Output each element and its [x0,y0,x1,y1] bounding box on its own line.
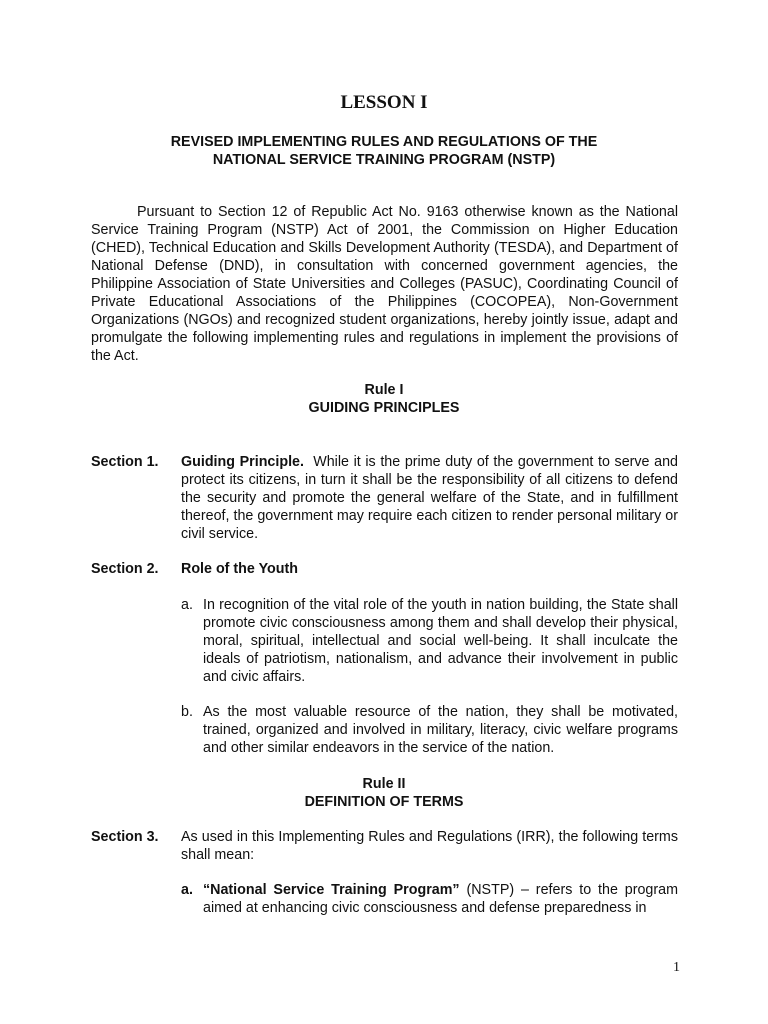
title-line-2: NATIONAL SERVICE TRAINING PROGRAM (NSTP) [212,152,556,168]
section-2-title: Role of the Youth [181,561,299,577]
item-a-text: In recognition of the vital role of the youth in nation building, the State shall promote civic consciousness among them and shall develop their physical, moral, spiritual, intellectual and social well-being. It shall inculcate the ideals of patriotism, nationalism, and advance their involvement in public and civic affairs. [203,597,678,685]
intro-text: Pursuant to Section 12 of Republic Act No. 9163 otherwise known as the National Service Training Program (NSTP) Act of 2001, the Commission on Higher Education (CHED), Technical Education and Skills Development Authority (TESDA), and Department of National Defense (DND), in consultation with concerned government agencies, the Philippine Association of State Universities and Colleges (PASUC), Coordinating Council of Private Educational Associations of the Philippines (COCOPEA), Non-Government Organizations (NGOs) and recognized student organizations, hereby jointly issue, adapt and promulgate the following implementing rules and regulations in implement the provisions of the Act. [91,204,678,364]
document-title [0,133,768,169]
intro-paragraph [91,203,678,365]
rule-2-number: Rule II [362,776,406,792]
nstp-term: “National Service Training Program” [203,882,460,898]
section-2-title-row [181,560,678,578]
item-b-marker: b. [181,704,193,720]
item-b-text: As the most valuable resource of the nation, they shall be motivated, trained, organized and involved in military, literacy, civic welfare programs and other similar endeavors in the service of the nation. [203,704,678,756]
section-3-item-a-marker: a. [181,882,193,898]
nstp-definition: (NSTP) – refers to the program aimed at enhancing civic consciousness and defense preparedness in [203,882,679,916]
item-a-marker: a. [181,597,193,613]
rule-2-heading [0,775,768,811]
section-3-item-a-text [203,881,678,917]
section-2-label: Section 2. [91,561,159,577]
section-1-label: Section 1. [91,454,159,470]
section-1-title: Guiding Principle. [181,454,304,470]
page-number: 1 [673,960,680,975]
section-1-text: While it is the prime duty of the government to serve and protect its citizens, in turn it shall be the responsibility of all citizens to defend the security and promote the general welfare of the State, and in fulfillment thereof, the government may require each citizen to render personal military or civil service. [181,454,678,542]
rule-1-name: GUIDING PRINCIPLES [308,400,460,416]
rule-1-heading [0,381,768,417]
rule-1-number: Rule I [364,382,404,398]
section-3-body: As used in this Implementing Rules and Regulations (IRR), the following terms shall mean: [181,829,678,863]
rule-2-name: DEFINITION OF TERMS [304,794,464,810]
section-2-item-b [181,703,678,757]
section-2-item-a [181,596,678,686]
section-3-item-a [181,881,678,917]
section-3-label: Section 3. [91,829,159,845]
title-line-1: REVISED IMPLEMENTING RULES AND REGULATIONS OF THE [170,134,598,150]
lesson-heading: LESSON I [340,92,428,113]
section-1-body [181,453,678,543]
